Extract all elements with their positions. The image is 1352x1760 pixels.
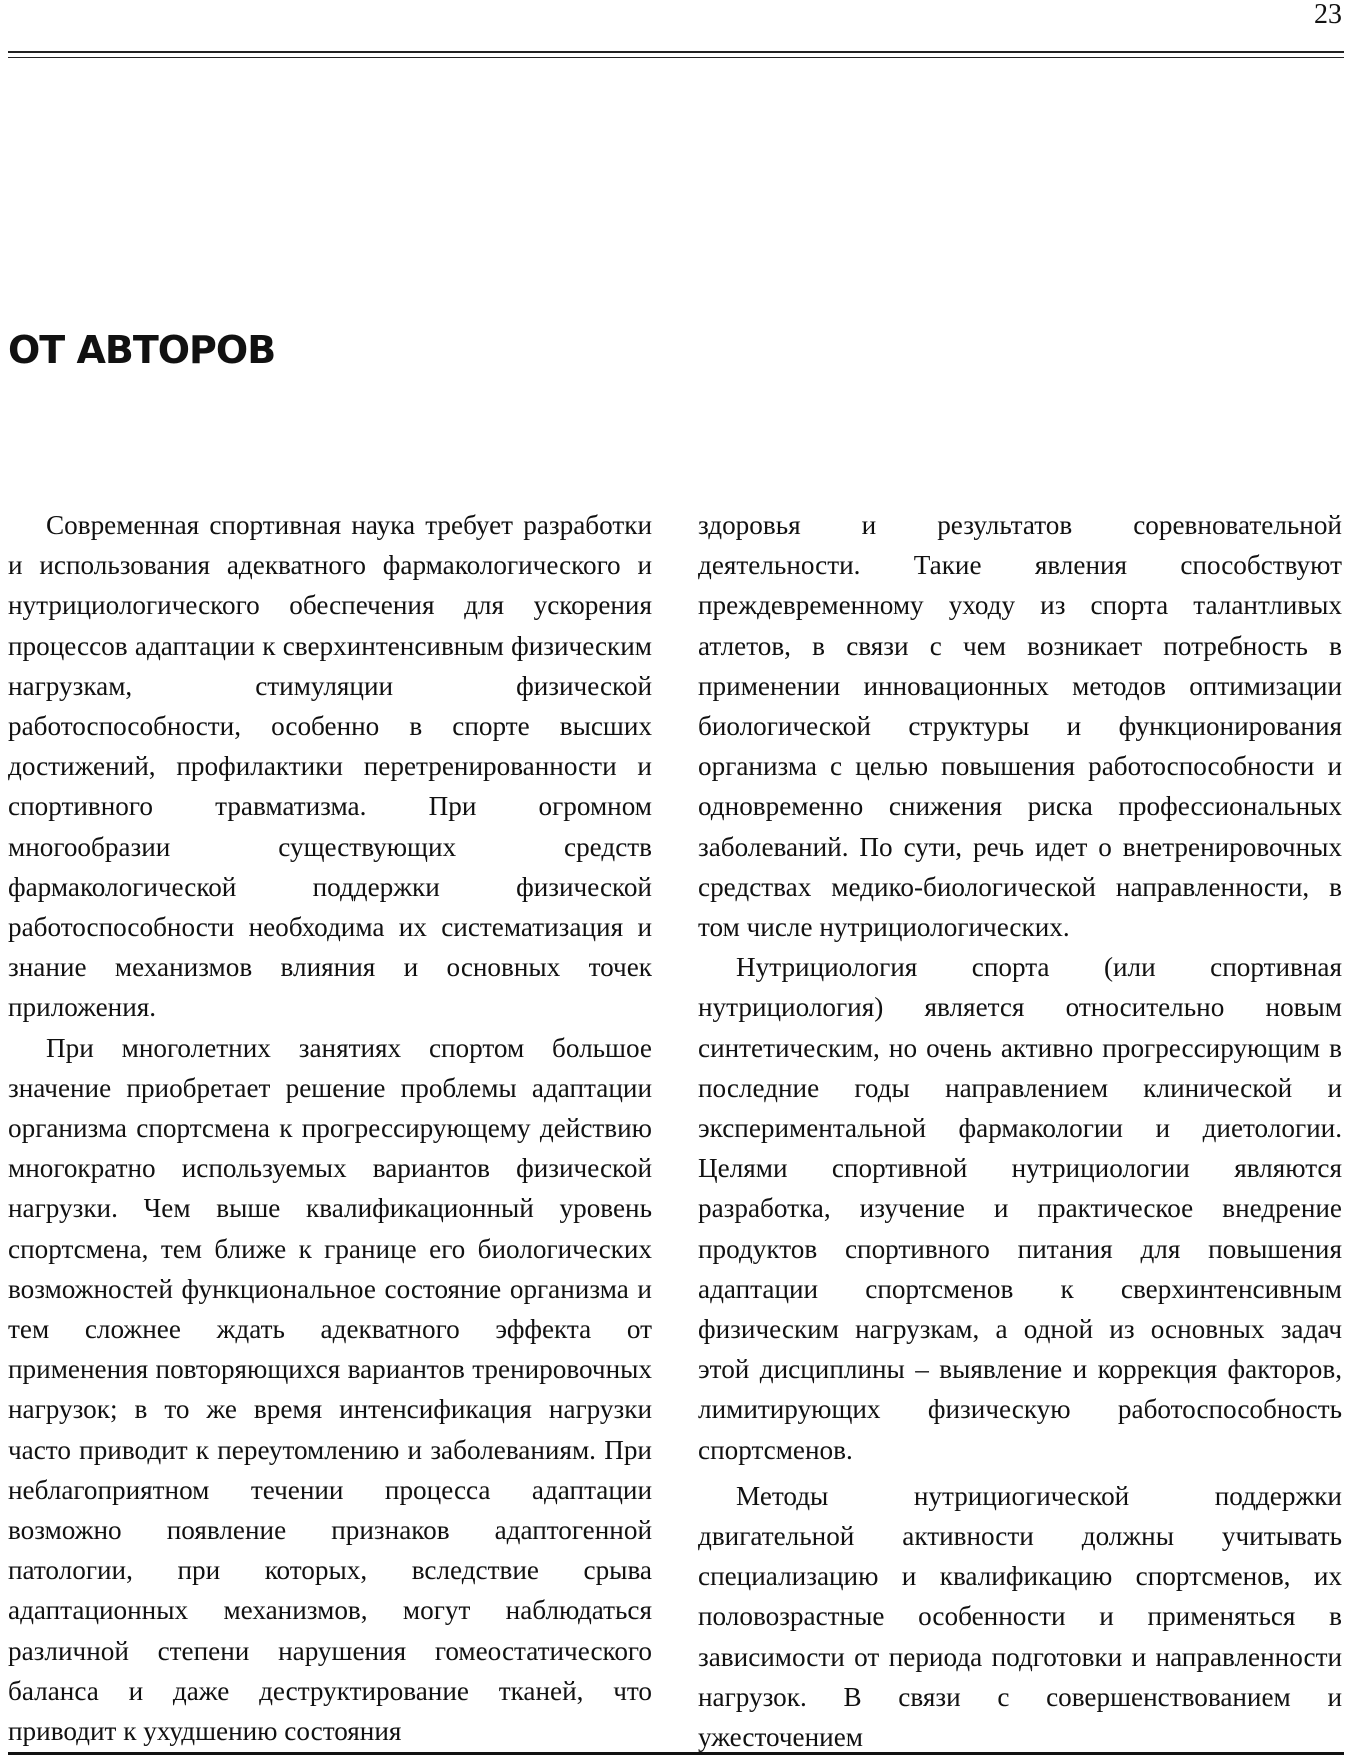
page-number: 23: [1314, 0, 1342, 30]
paragraph: Методы нутрициогической поддержки двигательной активности должны учитывать специализацию и квалификацию спортсменов, их половозрастные особенности и применяться в зависимости от периода подготовки и направленности нагрузок. В связи с совершенствованием и ужесточением: [698, 1480, 1342, 1753]
paragraph: Нутрициология спорта (или спортивная нутрициология) является относительно новым синтетическим, но очень активно прогрессирующим в последние годы направлением клинической и экспериментальной фармакологии и диетологии. Целями спортивной нутрициологии являются разработка, изучение и практическое внедрение продуктов спортивного питания для повышения адаптации спортсменов к сверхинтенсивным физическим нагрузкам, а одной из основных задач этой дисциплины – выявление и коррекция факторов, лимитирующих физическую работоспособность спортсменов.: [698, 952, 1342, 1465]
section-title: ОТ АВТОРОВ: [8, 328, 276, 372]
paragraph-continued: здоровья и результатов соревновательной деятельности. Такие явления способствуют преждевременному уходу из спорта талантливых атлетов, в связи с чем возникает потребность в применении инновационных методов оптимизации биологической структуры и функционирования организма с целью повышения работоспособности и одновременно снижения риска профессиональных заболеваний. По сути, речь идет о внетренировочных средствах медико-биологической направленности, в том числе нутрициологических.: [698, 510, 1342, 943]
header-rule: [8, 51, 1344, 53]
footer-rule: [8, 1752, 1344, 1755]
paragraph: При многолетних занятиях спортом большое значение приобретает решение проблемы адаптации организма спортсмена к прогрессирующему действию многократно используемых вариантов физической нагрузки. Чем выше квалификационный уровень спортсмена, тем ближе к границе его биологических возможностей функциональное состояние организма и тем сложнее ждать адекватного эффекта от применения повторяющихся вариантов тренировочных нагрузок; в то же время интенсификация нагрузки часто приводит к переутомлению и заболеваниям. При неблагоприятном течении процесса адаптации возможно появление признаков адаптогенной патологии, при которых, вследствие срыва адаптационных механизмов, могут наблюдаться различной степени нарушения гомеостатического баланса и даже деструктирование тканей, что приводит к ухудшению состояния: [8, 1032, 652, 1747]
header-rule-thin: [8, 57, 1344, 58]
left-column: [8, 505, 652, 1751]
paragraph: Современная спортивная наука требует разработки и использования адекватного фармакологического и нутрициологического обеспечения для ускорения процессов адаптации к сверхинтенсивным физическим нагрузкам, стимуляции физической работоспособности, особенно в спорте высших достижений, профилактики перетренированности и спортивного травматизма. При огромном многообразии существующих средств фармакологической поддержки физической работоспособности необходима их систематизация и знание механизмов влияния и основных точек приложения.: [8, 510, 652, 1023]
right-column: [698, 505, 1342, 1757]
